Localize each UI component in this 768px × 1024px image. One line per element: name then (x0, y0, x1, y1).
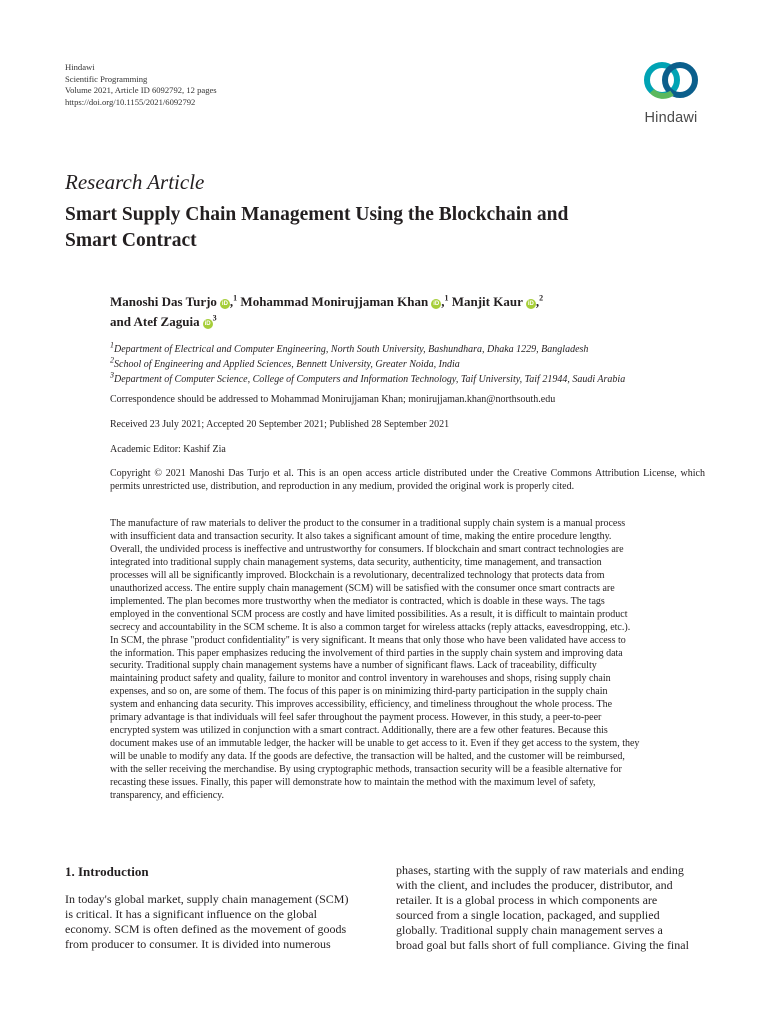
orcid-icon[interactable]: iD (433, 301, 440, 307)
abstract-line: maintaining product safety and quality, failure to monitor and control inventory in warehouses and shops, rising supply chain (110, 673, 611, 685)
journal-name: Scientific Programming (65, 73, 148, 84)
body-line: from producer to consumer. It is divided into numerous (65, 937, 331, 951)
orcid-icon[interactable]: iD (204, 321, 211, 327)
logo-text: Hindawi (644, 110, 698, 126)
body-line: broad goal but falls short of full compliance. Giving the final (396, 938, 689, 952)
copyright-notice: Copyright © 2021 Manoshi Das Turjo et al. This is an open access article distributed under the Creative Commons Attribution License, which permits unrestricted use, distribution, and reproduction in any medium, provided the original work is properly cited. (110, 468, 705, 492)
body-line: retailer. It is a global process in which components are (396, 893, 658, 907)
abstract-line: secrecy and accountability in the SCM scheme. It is also a common target for wireless attacks (reply attacks, eavesdropping, etc.). (110, 621, 631, 633)
body-line: economy. SCM is often defined as the movement of goods (65, 922, 347, 936)
author-list: Manoshi Das Turjo iD ,$^1$ Mohammad Monirujjaman Khan iD ,$^1$ Manjit Kaur iD ,$^2$ and Atef Zaguia $iD^3$ (110, 293, 544, 329)
affiliation-marker: 3 (212, 313, 217, 323)
abstract-line: with the seller receiving the merchandise. By using cryptographic methods, transaction security will be a feasible alternative for (110, 764, 622, 776)
section-heading: 1. Introduction (65, 864, 149, 879)
volume-line: Volume 2021, Article ID 6092792, 12 pages (65, 85, 217, 96)
affiliation-marker: 1 (233, 293, 238, 303)
abstract-line: unauthorized access. The entire supply chain management (SCM) will be satisfied with the consumer once smart contracts are (110, 582, 615, 594)
journal-info (65, 62, 217, 109)
correspondence: Correspondence should be addressed to Mohammad Monirujjaman Khan; monirujjaman.khan@northsouth.edu (110, 394, 556, 405)
abstract-line: The manufacture of raw materials to deliver the product to the consumer in a traditional supply chain system is a manual process (110, 518, 626, 529)
affiliation-item: $^2$School of Engineering and Applied Sciences, Bennett University, Greater Noida, India (110, 355, 460, 370)
abstract-line: will be unable to modify any data. If the goods are defective, the transaction will be halted, and the customer will be reimbursed, (110, 751, 625, 763)
abstract-line: In SCM, the phrase "product confidentiality" is very significant. It means that only those who have been validated have access to (110, 634, 626, 646)
abstract-line: recasting these issues. Finally, this paper will demonstrate how to maintain the method with the maximum level of safety, (110, 777, 596, 789)
abstract (110, 518, 705, 803)
title-line-1: Smart Supply Chain Management Using the Blockchain and (65, 204, 569, 225)
abstract-line: Overall, the undivided process is ineffective and untrustworthy for consumers. If blockchain and smart contract technologies are (110, 543, 624, 555)
body-line: phases, starting with the supply of raw materials and ending (396, 863, 684, 877)
author-name[interactable]: Manjit Kaur (451, 294, 523, 309)
intro-left-column (65, 892, 358, 952)
abstract-line: security. Traditional supply chain management systems have a number of significant flaws. Lack of traceability, difficulty (110, 660, 597, 672)
abstract-line: transparency, and efficiency. (110, 790, 225, 802)
affiliations (110, 342, 710, 387)
abstract-line: processes will all be significantly improved. Blockchain is a revolutionary, decentralized technology that protects data from (110, 569, 605, 581)
doi-link[interactable]: https://doi.org/10.1155/2021/6092792 (65, 97, 196, 108)
abstract-line: document makes use of an immutable ledger, the hacker will be unable to get access to it. Even if they get access to the system, they (110, 738, 640, 750)
abstract-line: employed in the conventional SCM process are costly and have limited possibilities. As a result, it is difficult to maintain product (110, 608, 628, 620)
affiliation-marker: 2 (539, 293, 544, 303)
abstract-line: system and enhancing data security. This improves accessibility, efficiency, and timeliness throughout the whole process. The (110, 699, 613, 711)
affiliation-item: $^1$Department of Electrical and Computer Engineering, North South University, Bashundhara, Dhaka 1229, Bangladesh (110, 340, 589, 355)
orcid-icon[interactable]: iD (221, 301, 228, 307)
abstract-line: with insufficient data and transaction security. It also takes a significant amount of time, making the entire procedure lengthy. (110, 530, 612, 542)
hindawi-logo (628, 58, 714, 133)
author-name[interactable]: Mohammad Monirujjaman Khan (240, 294, 429, 309)
abstract-line: expenses, and so on, are some of them. The focus of this paper is on minimizing third-party participation in the supply chain (110, 686, 608, 698)
body-line: globally. Traditional supply chain management serves a (396, 923, 663, 937)
hindawi-rings-icon (640, 58, 702, 108)
abstract-line: encrypted system was utilized in conjunction with a smart contract. Additionally, there are a few other features. Because this (110, 725, 608, 737)
article-title (65, 202, 715, 254)
article-type: Research Article (65, 170, 205, 194)
publication-dates: Received 23 July 2021; Accepted 20 September 2021; Published 28 September 2021 (110, 419, 450, 430)
abstract-line: implemented. The plan becomes more trustworthy when the mediator is contracted, which is doable in these ways. The tags (110, 595, 605, 607)
publisher-name: Hindawi (65, 62, 95, 72)
body-line: with the client, and includes the producer, distributor, and (396, 878, 673, 892)
affiliation-item: $^3$Department of Computer Science, College of Computers and Information Technology, Taif University, Taif 21944, Saudi Arabia (110, 370, 626, 385)
affiliation-marker: 1 (444, 293, 449, 303)
abstract-line: integrated into traditional supply chain management systems, data security, authenticity, time management, and transaction (110, 556, 602, 568)
intro-right-column (396, 863, 689, 953)
title-line-2: Smart Contract (65, 230, 197, 251)
body-line: In today's global market, supply chain management (SCM) (65, 892, 349, 906)
author-name[interactable]: and Atef Zaguia (110, 314, 200, 329)
abstract-line: primary advantage is that individuals will feel safer throughout the payment process. However, in this study, a peer-to-peer (110, 712, 602, 724)
orcid-icon[interactable]: iD (527, 301, 534, 307)
author-name[interactable]: Manoshi Das Turjo (110, 294, 217, 309)
body-line: sourced from a single location, packaged, and supplied (396, 908, 660, 922)
academic-editor: Academic Editor: Kashif Zia (110, 444, 226, 455)
body-line: is critical. It has a significant influence on the global (65, 907, 317, 921)
abstract-line: the information. This paper emphasizes reducing the involvement of third parties in the supply chain system and improving data (110, 647, 623, 659)
